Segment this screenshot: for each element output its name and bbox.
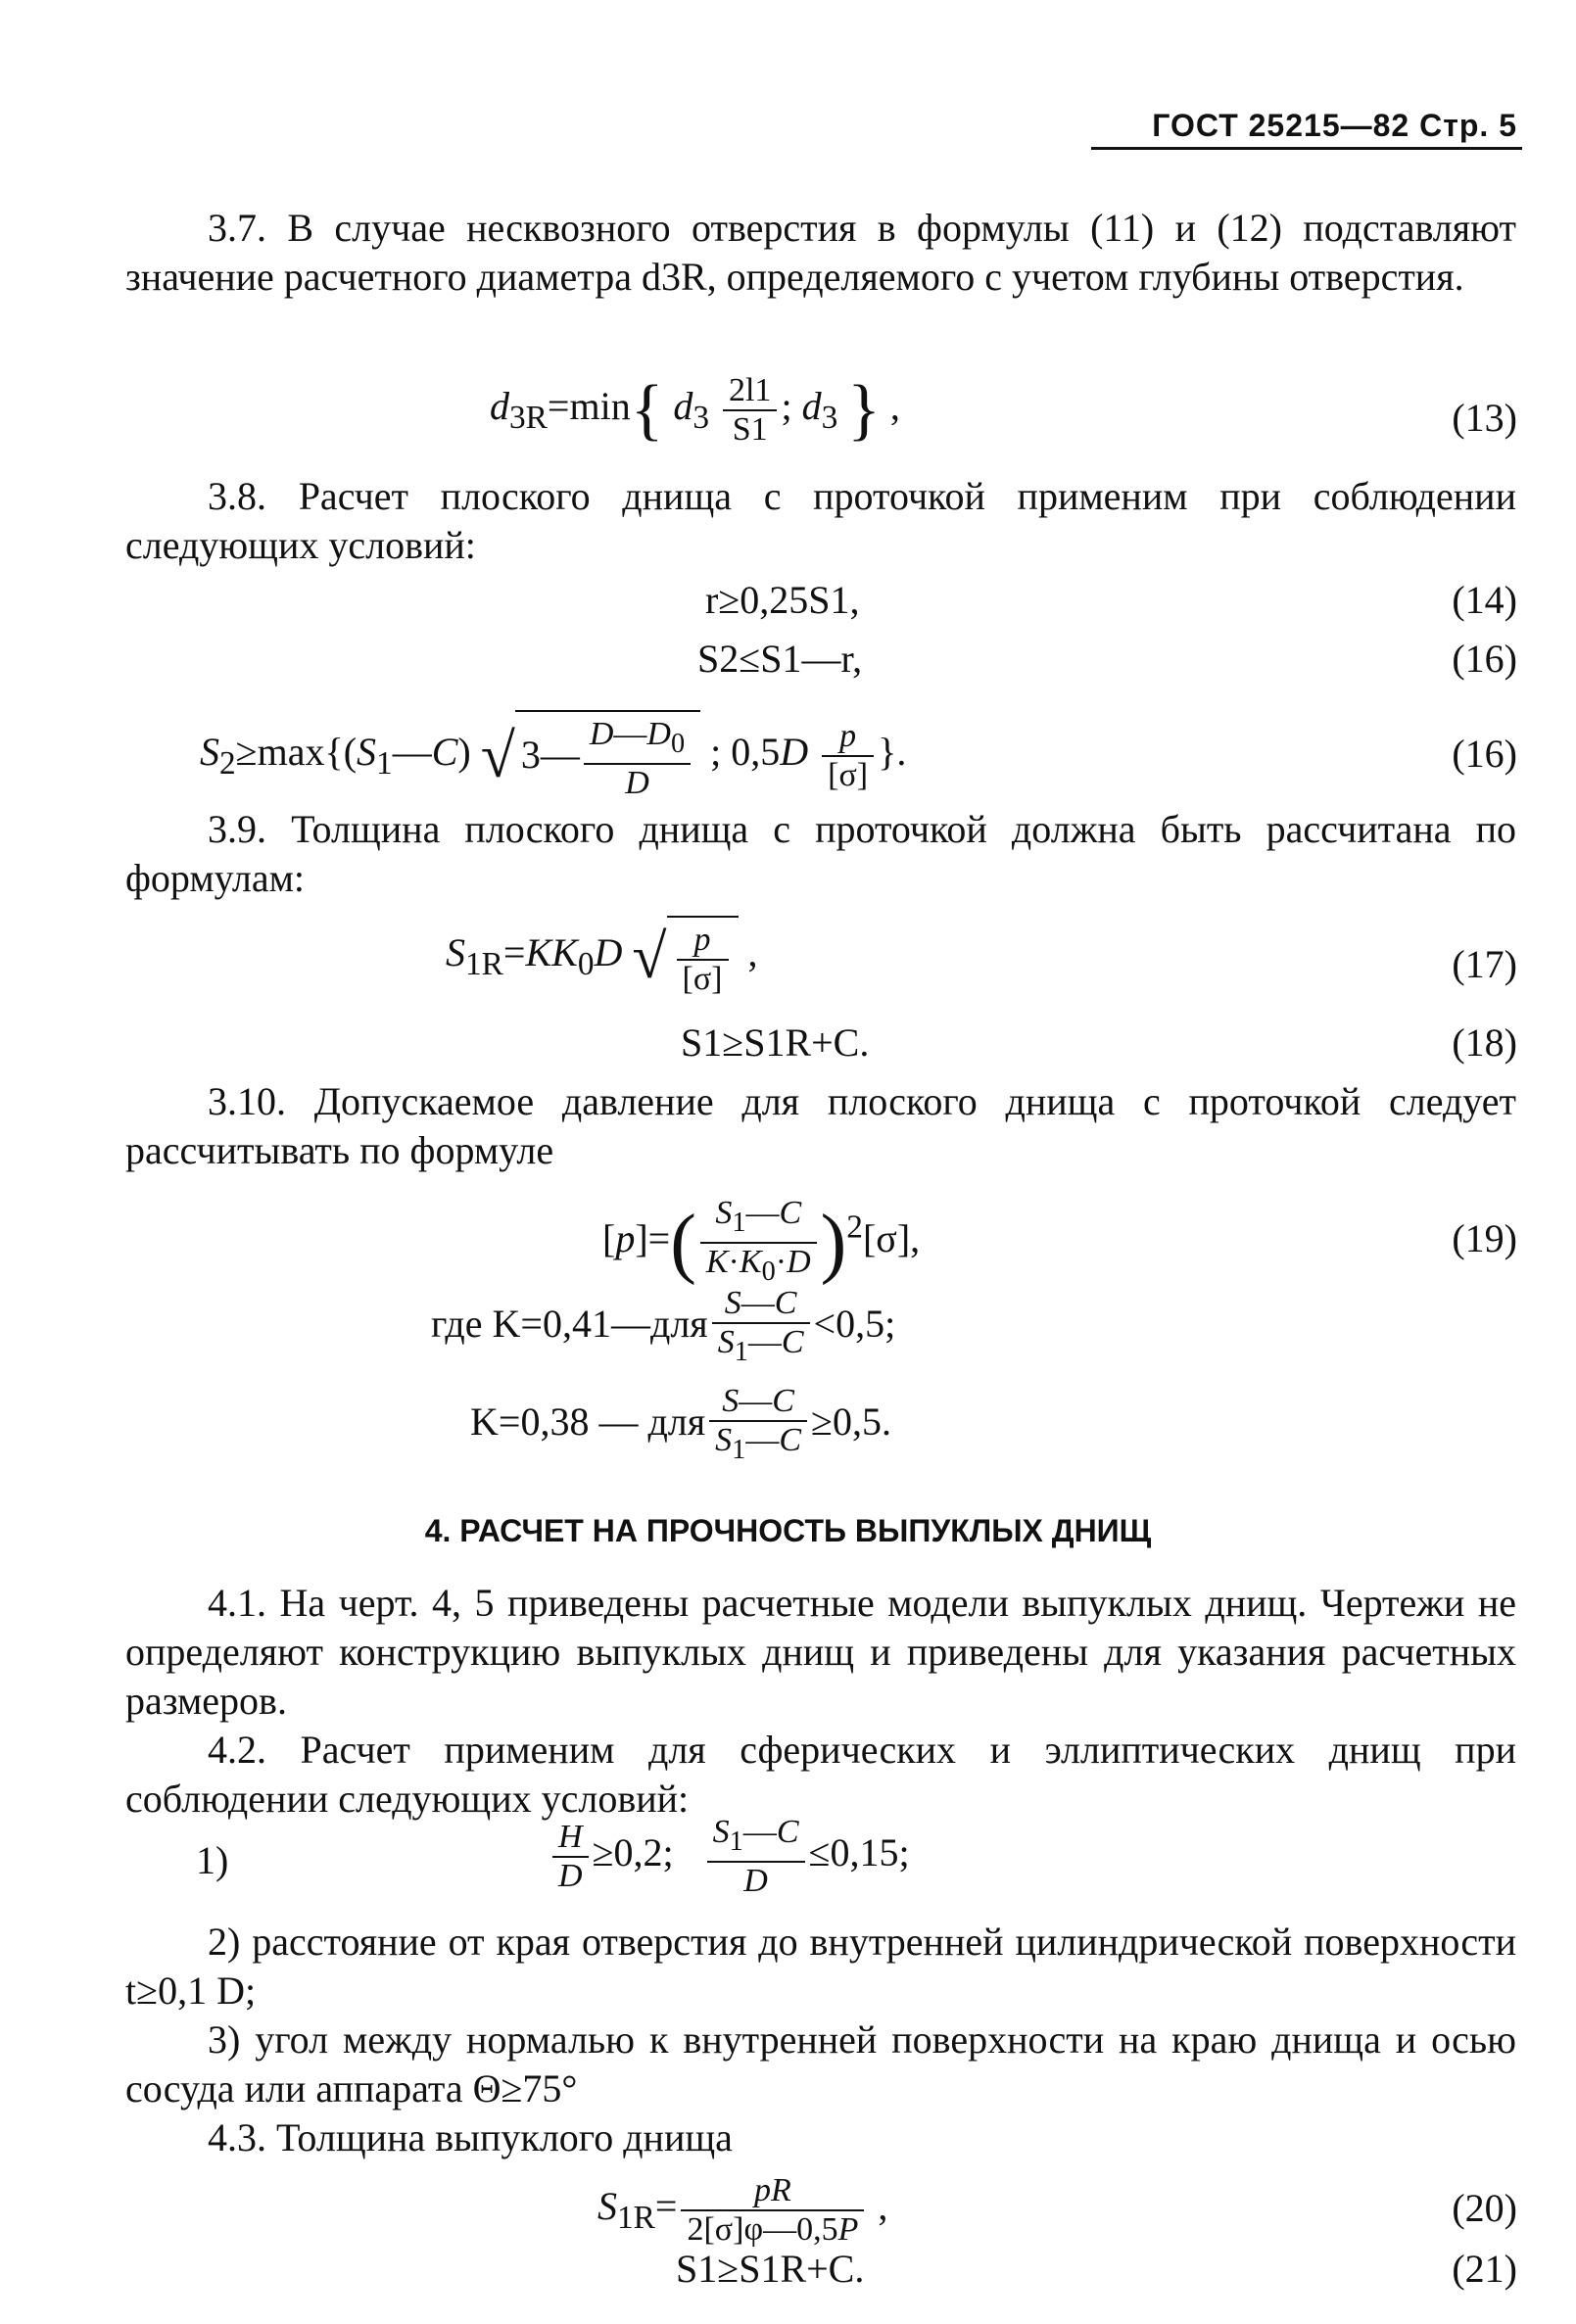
equation-number-15: (16) (1452, 637, 1517, 681)
equation-number-14: (14) (1452, 578, 1517, 622)
section-heading: 4. РАСЧЕТ НА ПРОЧНОСТЬ ВЫПУКЛЫХ ДНИЩ (424, 1513, 1152, 1548)
condition-a-tail: <0,5; (813, 1302, 896, 1347)
equation-number-19-text: (19) (1452, 1216, 1517, 1260)
paragraph-4-2: 4.2. Расчет применим для сферических и эллиптических днищ при соблюдении следующих условий: (125, 1728, 1516, 1821)
condition-b-prefix: K=0,38 — для (470, 1399, 706, 1445)
condition-b-tail: ≥0,5. (811, 1399, 891, 1445)
paragraph-4-1: 4.1. На черт. 4, 5 приведены расчетные модели выпуклых днищ. Чертежи не определяют конструкцию выпуклых днищ и приведены для указания расчетных размеров. (125, 1581, 1516, 1723)
condition-1-label: 1) (196, 1838, 229, 1882)
header-rule (1091, 147, 1522, 150)
page-header: ГОСТ 25215—82 Стр. 5 (1152, 108, 1517, 143)
equation-number-13: (13) (1452, 396, 1517, 440)
formula-19-condition-a: где K=0,41—для $\frac{S—C}{S_1—C}$ <0,5; (431, 1285, 896, 1367)
formula-16: $S_2\ge\max\{(S_1—C)$ √ 3— $\frac{D—D_0}{D}$ ; 0,5D $\frac{p}{[\sigma]}$ }. (200, 710, 906, 802)
formula-15: S2≤S1—r, (697, 637, 863, 681)
equation-number-19 (1452, 1214, 1517, 1263)
equation-number-16: (16) (1452, 732, 1517, 776)
equation-number-17: (17) (1452, 942, 1517, 986)
formula-13-den: S1 (732, 411, 768, 448)
condition-3: 3) угол между нормалью к внутренней поверхности на краю днища и осью сосуда или аппарата Θ≥75° (125, 2017, 1516, 2111)
formula-20: $S_{1R}=$ $\frac{pR}{2[\sigma]\varphi—0,5P}$ , (597, 2172, 888, 2248)
paragraph-3-10: 3.10. Допускаемое давление для плоского днища с проточкой следует рассчитывать по формуле (125, 1079, 1516, 1172)
condition-1-formula: $\frac{H}{D}$ ≥0,2; $\frac{S_1—C}{D}$ ≤0,15; (549, 1814, 910, 1900)
formula-19: [p]=( $\frac{S_1—C}{K\cdot K_0\cdot D}$ )$^2$[σ], (602, 1195, 921, 1287)
paragraph-4-3: 4.3. Толщина выпуклого днища (208, 2115, 733, 2159)
formula-13-num: 2l1 (723, 372, 777, 411)
paragraph-3-9: 3.9. Толщина плоского днища с проточкой должна быть рассчитана по формулам: (125, 807, 1516, 900)
formula-18: S1≥S1R+C. (681, 1020, 870, 1065)
formula-17: $S_{1R}=KK_0D$ √ $\frac{p}{[\sigma]}$ , (446, 916, 758, 998)
equation-number-18: (18) (1452, 1020, 1517, 1065)
formula-21: S1≥S1R+C. (676, 2247, 865, 2291)
equation-number-21: (21) (1452, 2247, 1517, 2291)
formula-13: $d_{3R}=\min${ $d_3$ $\frac{2l1}{S1}$ ; $d_3$ } , (490, 372, 900, 448)
paragraph-3-8: 3.8. Расчет плоского днища с проточкой применим при соблюдении следующих условий: (125, 474, 1516, 567)
condition-2: 2) расстояние от края отверстия до внутренней цилиндрической поверхности t≥0,1 D; (125, 1920, 1516, 2013)
formula-14: r≥0,25S1, (705, 578, 860, 622)
paragraph-3-7: 3.7. В случае несквозного отверстия в формулы (11) и (12) подставляют значение расчетного диаметра d3R, определяемого с учетом глубины отверстия. (125, 206, 1516, 299)
formula-19-condition-b: K=0,38 — для $\frac{S—C}{S_1—C}$ ≥0,5. (470, 1383, 891, 1465)
condition-a-prefix: где K=0,41—для (431, 1302, 708, 1347)
equation-number-20: (20) (1452, 2186, 1517, 2230)
